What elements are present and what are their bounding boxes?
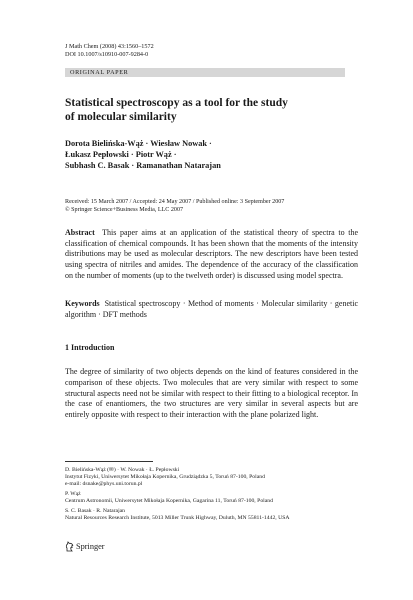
affiliation-block [65, 467, 355, 489]
introduction-paragraph: The degree of similarity of two objects depends on the kind of features considered in the comparison of these objects. Two molecules that are very similar with respect to some structural aspects need not be similar with respect to their fitting to a biological receptor. In the case of enantiomers, the two structures are very similar in several aspects but are entirely opposite with respect to their interaction with the plane polarized light. [65, 367, 358, 420]
abstract-label: Abstract [65, 228, 95, 237]
author-list [65, 138, 355, 172]
publisher-name: Springer [76, 542, 105, 551]
copyright-line: © Springer Science+Business Media, LLC 2007 [65, 207, 184, 213]
keywords [65, 299, 358, 320]
journal-line: J Math Chem (2008) 43:1560–1572 [65, 43, 154, 50]
article-type-label: ORIGINAL PAPER [70, 69, 129, 76]
history-line: Received: 15 March 2007 / Accepted: 24 May 2007 / Published online: 3 September 2007 [65, 199, 285, 205]
author-line: Łukasz Pepłowski · Piotr Wąż · [65, 150, 177, 160]
journal-citation [65, 43, 154, 59]
paper-title [65, 97, 355, 124]
keywords-label: Keywords [65, 299, 100, 308]
publication-history [65, 198, 284, 214]
keywords-text: Statistical spectroscopy · Method of moments · Molecular similarity · genetic algorithm · DFT methods [65, 299, 359, 319]
abstract [65, 228, 358, 282]
section-heading: 1 Introduction [65, 343, 115, 352]
affiliation-institution: Centrum Astronomii, Uniwersytet Mikołaja Kopernika, Gagarina 11, Toruń 87-100, Poland [65, 498, 273, 505]
title-line: of molecular similarity [65, 110, 177, 123]
affiliation-names: D. Bielińska-Wąż (✉) · W. Nowak · Ł. Pepłowski [65, 467, 180, 473]
author-line: Subhash C. Basak · Ramanathan Natarajan [65, 161, 221, 171]
footnote-divider [65, 461, 153, 462]
title-line: Statistical spectroscopy as a tool for the study [65, 97, 288, 109]
author-line: Dorota Bielińska-Wąż · Wiesław Nowak · [65, 139, 212, 148]
affiliation-institution: Natural Resources Research Institute, 5013 Miller Trunk Highway, Duluth, MN 55811-1442, USA [65, 515, 290, 522]
publisher-logo [65, 541, 105, 552]
springer-knight-icon [65, 541, 74, 552]
affiliation-block [65, 491, 355, 505]
abstract-text: This paper aims at an application of the statistical theory of spectra to the classification of chemical compounds. It has been shown that the moments of the intensity distributions may be used as molecular descriptors. The new descriptors have been tested using spectra of nitriles and amides. The dependence of the accuracy of the classification on the number of moments (up to the twelveth order) is discussed using model spectra. [65, 228, 358, 280]
affiliation-email: e-mail: dsnake@phys.uni.torun.pl [65, 481, 143, 488]
affiliation-names: P. Wąż [65, 491, 81, 497]
affiliation-block [65, 508, 355, 522]
doi-line: DOI 10.1007/s10910-007-9284-0 [65, 51, 149, 58]
affiliation-names: S. C. Basak · R. Natarajan [65, 508, 126, 514]
affiliation-institution: Instytut Fizyki, Uniwersytet Mikołaja Kopernika, Grudziądzka 5, Toruń 87-100, Poland [65, 474, 265, 481]
